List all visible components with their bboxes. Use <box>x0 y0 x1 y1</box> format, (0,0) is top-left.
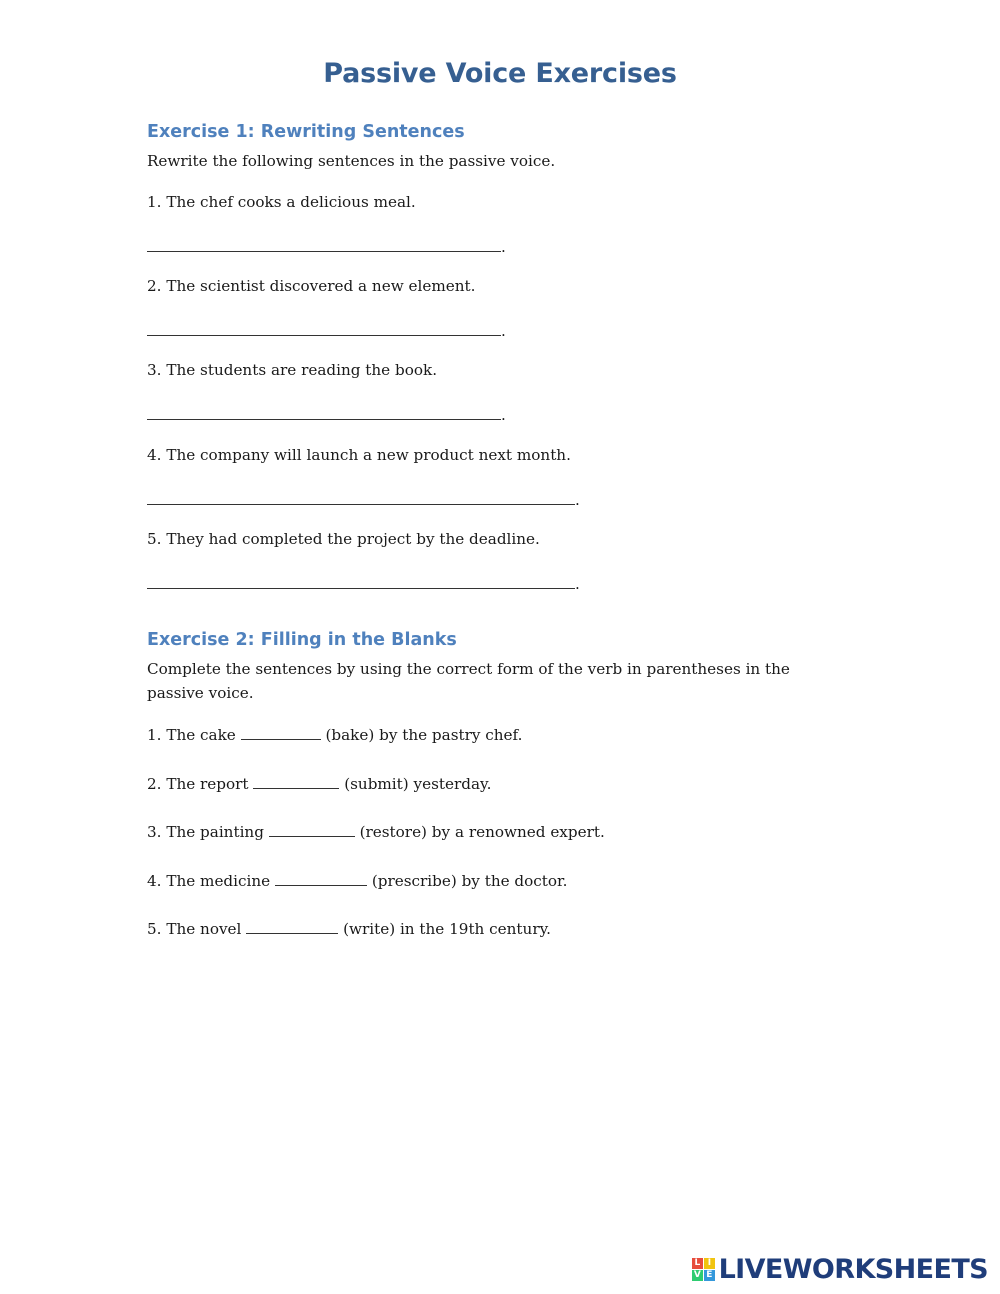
item-text-after: (submit) yesterday. <box>344 775 492 793</box>
blank-input[interactable] <box>275 868 367 886</box>
logo-text: LIVEWORKSHEETS <box>718 1254 988 1285</box>
item-text-after: (write) in the 19th century. <box>343 920 551 938</box>
item-text-before: 1. The cake <box>147 726 236 744</box>
item-text-after: (prescribe) by the doctor. <box>371 872 568 890</box>
answer-period: . <box>501 238 506 256</box>
blank-input[interactable] <box>246 916 338 934</box>
exercise-2-item-1 <box>147 722 522 747</box>
item-text-before: 2. The report <box>147 775 249 793</box>
logo-mark-letter: V <box>692 1270 703 1281</box>
exercise-1-item-3: 3. The students are reading the book. <box>147 361 438 379</box>
answer-period: . <box>501 322 506 340</box>
answer-period: . <box>501 406 506 424</box>
answer-period: . <box>575 491 580 509</box>
logo-mark-letter: L <box>692 1258 703 1269</box>
answer-line[interactable] <box>147 571 575 589</box>
exercise-1-answer-2[interactable] <box>147 318 506 341</box>
item-text-before: 3. The painting <box>147 823 264 841</box>
exercise-1-item-4: 4. The company will launch a new product next month. <box>147 446 571 464</box>
page-title: Passive Voice Exercises <box>323 58 677 89</box>
exercise-1-heading: Exercise 1: Rewriting Sentences <box>147 122 465 142</box>
answer-line[interactable] <box>147 402 501 420</box>
logo-mark-letter: I <box>704 1258 715 1269</box>
answer-line[interactable] <box>147 318 501 336</box>
exercise-1-instruction: Rewrite the following sentences in the passive voice. <box>147 152 556 170</box>
item-text-before: 5. The novel <box>147 920 242 938</box>
exercise-2-item-4 <box>147 868 567 893</box>
exercise-1-item-2: 2. The scientist discovered a new element. <box>147 277 476 295</box>
exercise-1-item-5: 5. They had completed the project by the deadline. <box>147 530 540 548</box>
item-text-after: (bake) by the pastry chef. <box>325 726 523 744</box>
answer-period: . <box>575 575 580 593</box>
exercise-2-item-3 <box>147 819 605 844</box>
exercise-1-answer-5[interactable] <box>147 571 580 594</box>
logo-mark-icon <box>692 1258 715 1281</box>
exercise-2-instruction: Complete the sentences by using the correct form of the verb in parentheses in the passive voice. <box>147 660 790 702</box>
blank-input[interactable] <box>253 771 339 789</box>
liveworksheets-logo[interactable] <box>692 1254 988 1285</box>
exercise-2-item-5 <box>147 916 551 941</box>
answer-line[interactable] <box>147 487 575 505</box>
item-text-after: (restore) by a renowned expert. <box>359 823 605 841</box>
exercise-1-item-1: 1. The chef cooks a delicious meal. <box>147 193 416 211</box>
exercise-2-item-2 <box>147 771 491 796</box>
exercise-1-answer-1[interactable] <box>147 234 506 257</box>
exercise-2-heading: Exercise 2: Filling in the Blanks <box>147 630 457 650</box>
exercise-1-answer-3[interactable] <box>147 402 506 425</box>
blank-input[interactable] <box>241 722 321 740</box>
logo-mark-letter: E <box>704 1270 715 1281</box>
blank-input[interactable] <box>269 819 355 837</box>
exercise-1-answer-4[interactable] <box>147 487 580 510</box>
item-text-before: 4. The medicine <box>147 872 271 890</box>
answer-line[interactable] <box>147 234 501 252</box>
